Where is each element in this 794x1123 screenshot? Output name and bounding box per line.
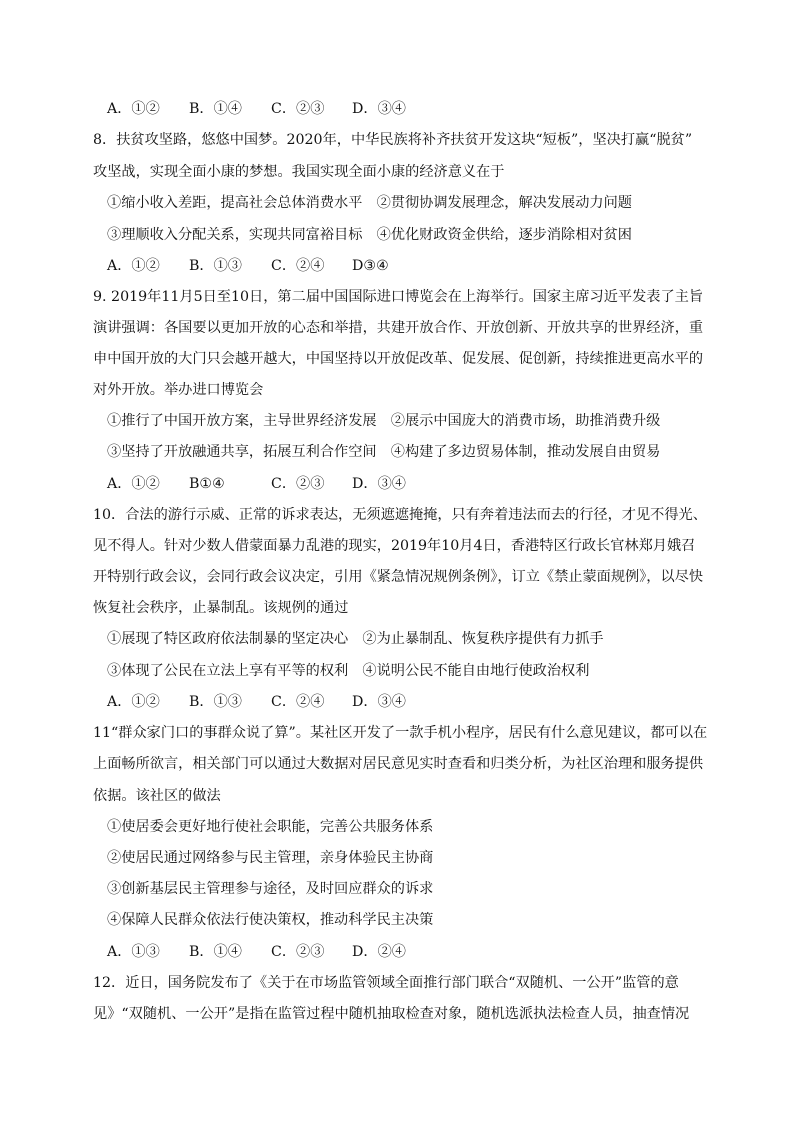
answer-d: D③④ [352, 258, 389, 274]
question-8-stem-line: 8．扶贫攻坚路，悠悠中国梦。2020年，中华民族将补齐扶贫开发这块“短板”，坚决打赢“脱贫” [93, 132, 693, 148]
question-9-stem-line: 9. 2019年11月5日至10日，第二届中国国际进口博览会在上海举行。国家主席习近平发表了主旨 [93, 289, 704, 305]
question-10-stem-line: 见不得人。针对少数人借蒙面暴力乱港的现实，2019年10月4日，香港特区行政长官林郑月娥召 [93, 538, 696, 554]
question-10-stem-line: 10．合法的游行示威、正常的诉求表达，无须遮遮掩掩，只有奔着违法而去的行径，才见不得光、 [93, 507, 707, 523]
answer-b: B①④ [189, 476, 225, 492]
question-10-stem-line: 恢复社会秩序，止暴制乱。该规例的通过 [93, 600, 349, 616]
answer-d: D．③④ [352, 101, 406, 117]
question-11-option-line: ①使居委会更好地行使社会职能，完善公共服务体系 [107, 819, 434, 835]
answer-d: D．②④ [352, 944, 406, 960]
answer-choices-q9 [107, 474, 406, 494]
question-12-stem-line: 12．近日，国务院发布了《关于在市场监管领域全面推行部门联合“双随机、一公开”监管的意 [93, 975, 679, 991]
question-11-option-line: ④保障人民群众依法行使决策权，推动科学民主决策 [107, 912, 434, 928]
question-9-stem-line: 申中国开放的大门只会越开越大，中国坚持以开放促改革、促发展、促创新，持续推进更高水平的 [93, 351, 704, 367]
question-8-stem-line: 攻坚战，实现全面小康的梦想。我国实现全面小康的经济意义在于 [93, 164, 505, 180]
answer-b: B．①④ [189, 101, 242, 117]
answer-a: A．①② [107, 258, 160, 274]
answer-c: C．②③ [271, 944, 325, 960]
answer-b: B．①④ [189, 944, 242, 960]
answer-c: C．②④ [271, 258, 325, 274]
question-11-stem-line: 上面畅所欲言，相关部门可以通过大数据对居民意见实时查看和归类分析，为社区治理和服务提供 [93, 756, 704, 772]
answer-choices-q10 [107, 692, 406, 712]
answer-d: D．③④ [352, 476, 406, 492]
question-11-stem-line: 依据。该社区的做法 [93, 788, 221, 804]
question-10-option-line: ③体现了公民在立法上享有平等的权利 ④说明公民不能自由地行使政治权利 [107, 663, 590, 679]
answer-c: C．②④ [271, 694, 325, 710]
question-9-option-line: ①推行了中国开放方案，主导世界经济发展 ②展示中国庞大的消费市场，助推消费升级 [107, 413, 661, 429]
question-10-option-line: ①展现了特区政府依法制暴的坚定决心 ②为止暴制乱、恢复秩序提供有力抓手 [107, 631, 604, 647]
question-11-option-line: ③创新基层民主管理参与途径，及时回应群众的诉求 [107, 881, 434, 897]
question-12-stem-line: 见》“双随机、一公开”是指在监管过程中随机抽取检查对象，随机选派执法检查人员，抽查情况 [93, 1006, 690, 1022]
answer-b: B．①③ [189, 258, 242, 274]
question-8-option-line: ①缩小收入差距，提高社会总体消费水平 ②贯彻协调发展理念，解决发展动力问题 [107, 195, 632, 211]
answer-choices-q11 [107, 942, 406, 962]
answer-a: A．①② [107, 101, 160, 117]
answer-c: C．②③ [271, 101, 325, 117]
question-9-stem-line: 演讲强调：各国要以更加开放的心态和举措，共建开放合作、开放创新、开放共享的世界经济，重 [93, 320, 704, 336]
answer-c: C．②③ [271, 476, 325, 492]
answer-a: A．①② [107, 476, 160, 492]
answer-a: A．①③ [107, 944, 160, 960]
question-8-option-line: ③理顺收入分配关系，实现共同富裕目标 ④优化财政资金供给，逐步消除相对贫困 [107, 227, 632, 243]
answer-choices-q8 [107, 256, 389, 276]
question-9-option-line: ③坚持了开放融通共享，拓展互利合作空间 ④构建了多边贸易体制，推动发展自由贸易 [107, 444, 661, 460]
question-11-stem-line: 11“群众家门口的事群众说了算”。某社区开发了一款手机小程序，居民有什么意见建议，都可以在 [93, 725, 708, 741]
answer-a: A．①② [107, 694, 160, 710]
question-10-stem-line: 开特别行政会议，会同行政会议决定，引用《紧急情况规例条例》，订立《禁止蒙面规例》，以尽快 [93, 569, 704, 585]
question-9-stem-line: 对外开放。举办进口博览会 [93, 382, 264, 398]
question-11-option-line: ②使居民通过网络参与民主管理，亲身体验民主协商 [107, 850, 434, 866]
answer-choices-q7 [107, 99, 406, 119]
answer-b: B．①③ [189, 694, 242, 710]
answer-d: D．③④ [352, 694, 406, 710]
